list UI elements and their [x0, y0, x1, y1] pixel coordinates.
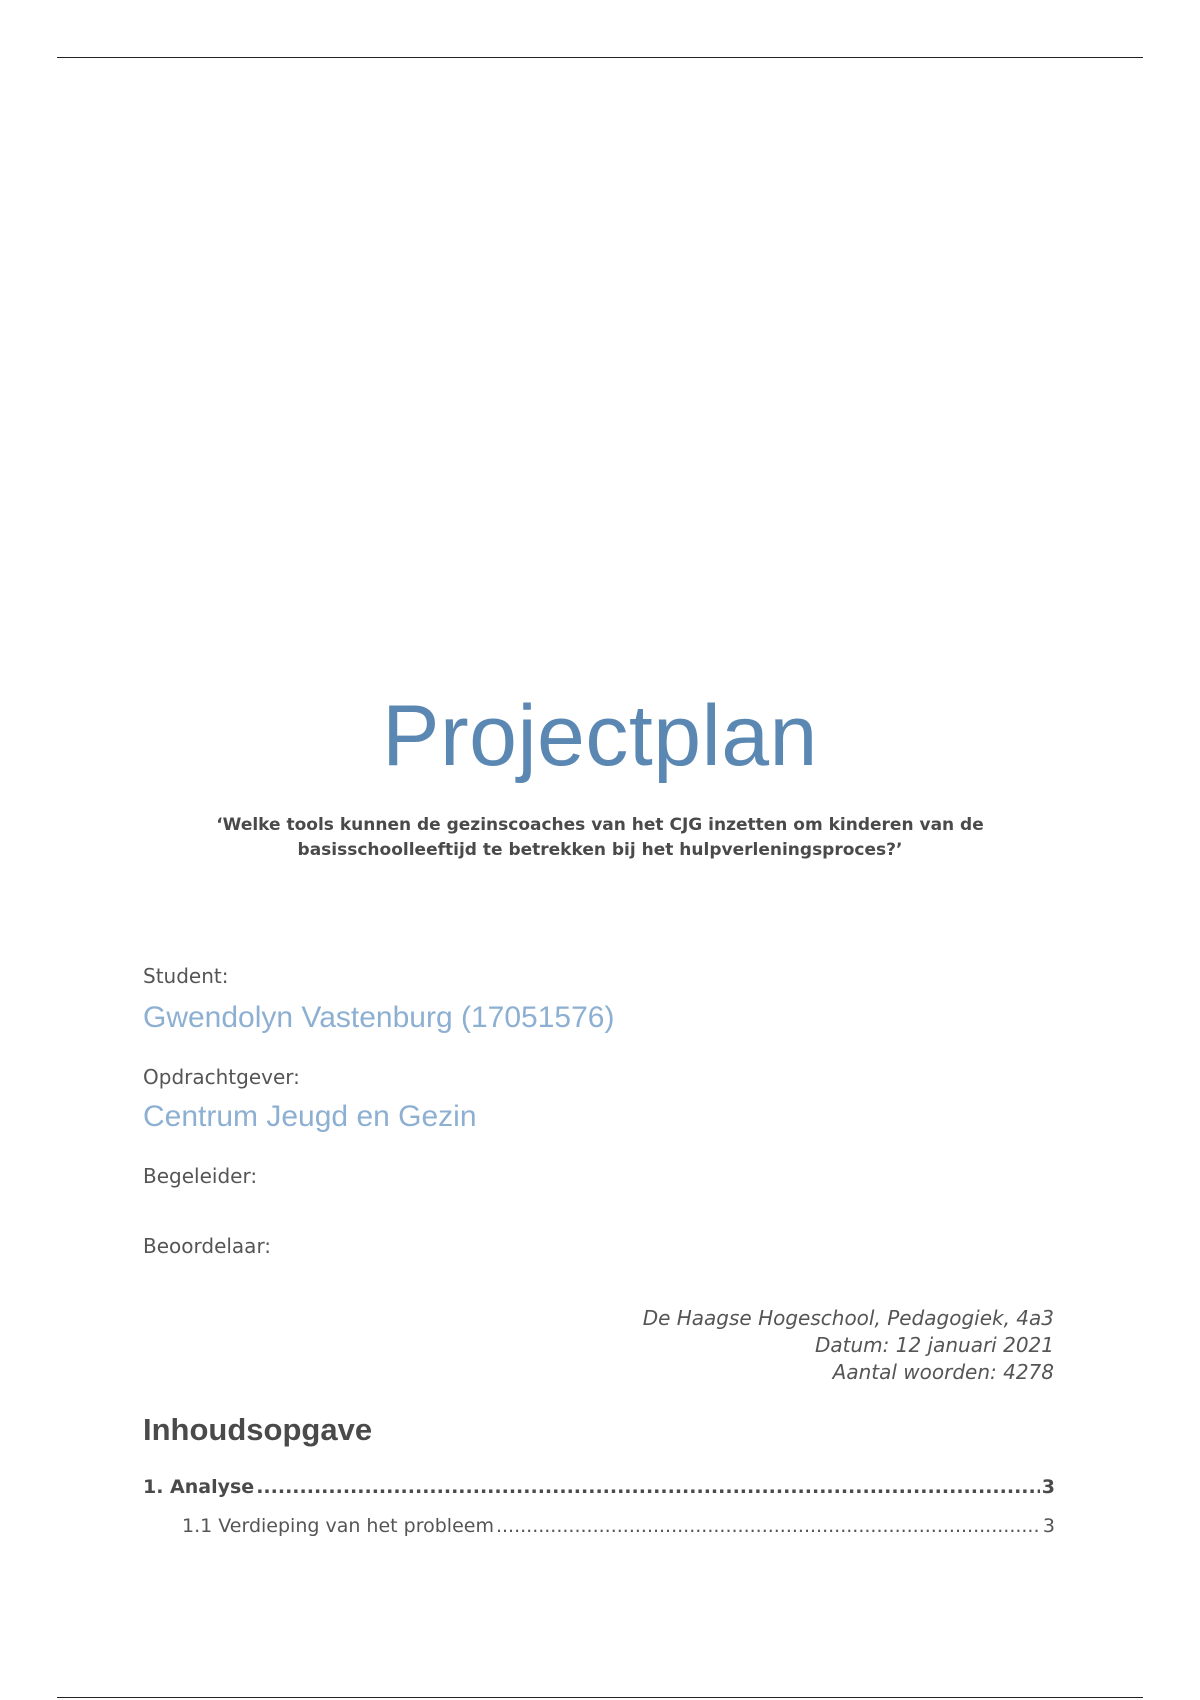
institution-line: De Haagse Hogeschool, Pedagogiek, 4a3	[642, 1306, 1054, 1330]
student-label: Student:	[143, 964, 229, 988]
research-question: ‘Welke tools kunnen de gezinscoaches van het CJG inzetten om kinderen van de basisschoolleeftijd te betrekken bij het hulpverleningsproces?’	[216, 815, 984, 860]
document-title: Projectplan	[382, 688, 818, 784]
toc-entry-verdieping[interactable]	[182, 1515, 1055, 1537]
client-label: Opdrachtgever:	[143, 1065, 300, 1089]
toc-entry-label: 1.1 Verdieping van het probleem	[182, 1515, 494, 1537]
toc-entry-page: 3	[1042, 1515, 1055, 1537]
footer-rule	[57, 1697, 1143, 1698]
toc-entry-page: 3	[1041, 1476, 1055, 1498]
supervisor-label: Begeleider:	[143, 1164, 258, 1188]
client-name: Centrum Jeugd en Gezin	[143, 1100, 477, 1133]
toc-entry-analyse[interactable]	[143, 1476, 1055, 1498]
date-line: Datum: 12 januari 2021	[814, 1333, 1054, 1357]
toc-leader-dots	[496, 1515, 1041, 1537]
header-rule	[57, 57, 1143, 58]
word-count-line: Aantal woorden: 4278	[832, 1360, 1054, 1384]
assessor-label: Beoordelaar:	[143, 1234, 272, 1258]
toc-heading: Inhoudsopgave	[143, 1412, 373, 1447]
toc-leader-dots	[256, 1476, 1040, 1498]
student-name: Gwendolyn Vastenburg (17051576)	[143, 1001, 615, 1034]
toc-entry-label: 1. Analyse	[143, 1476, 255, 1498]
